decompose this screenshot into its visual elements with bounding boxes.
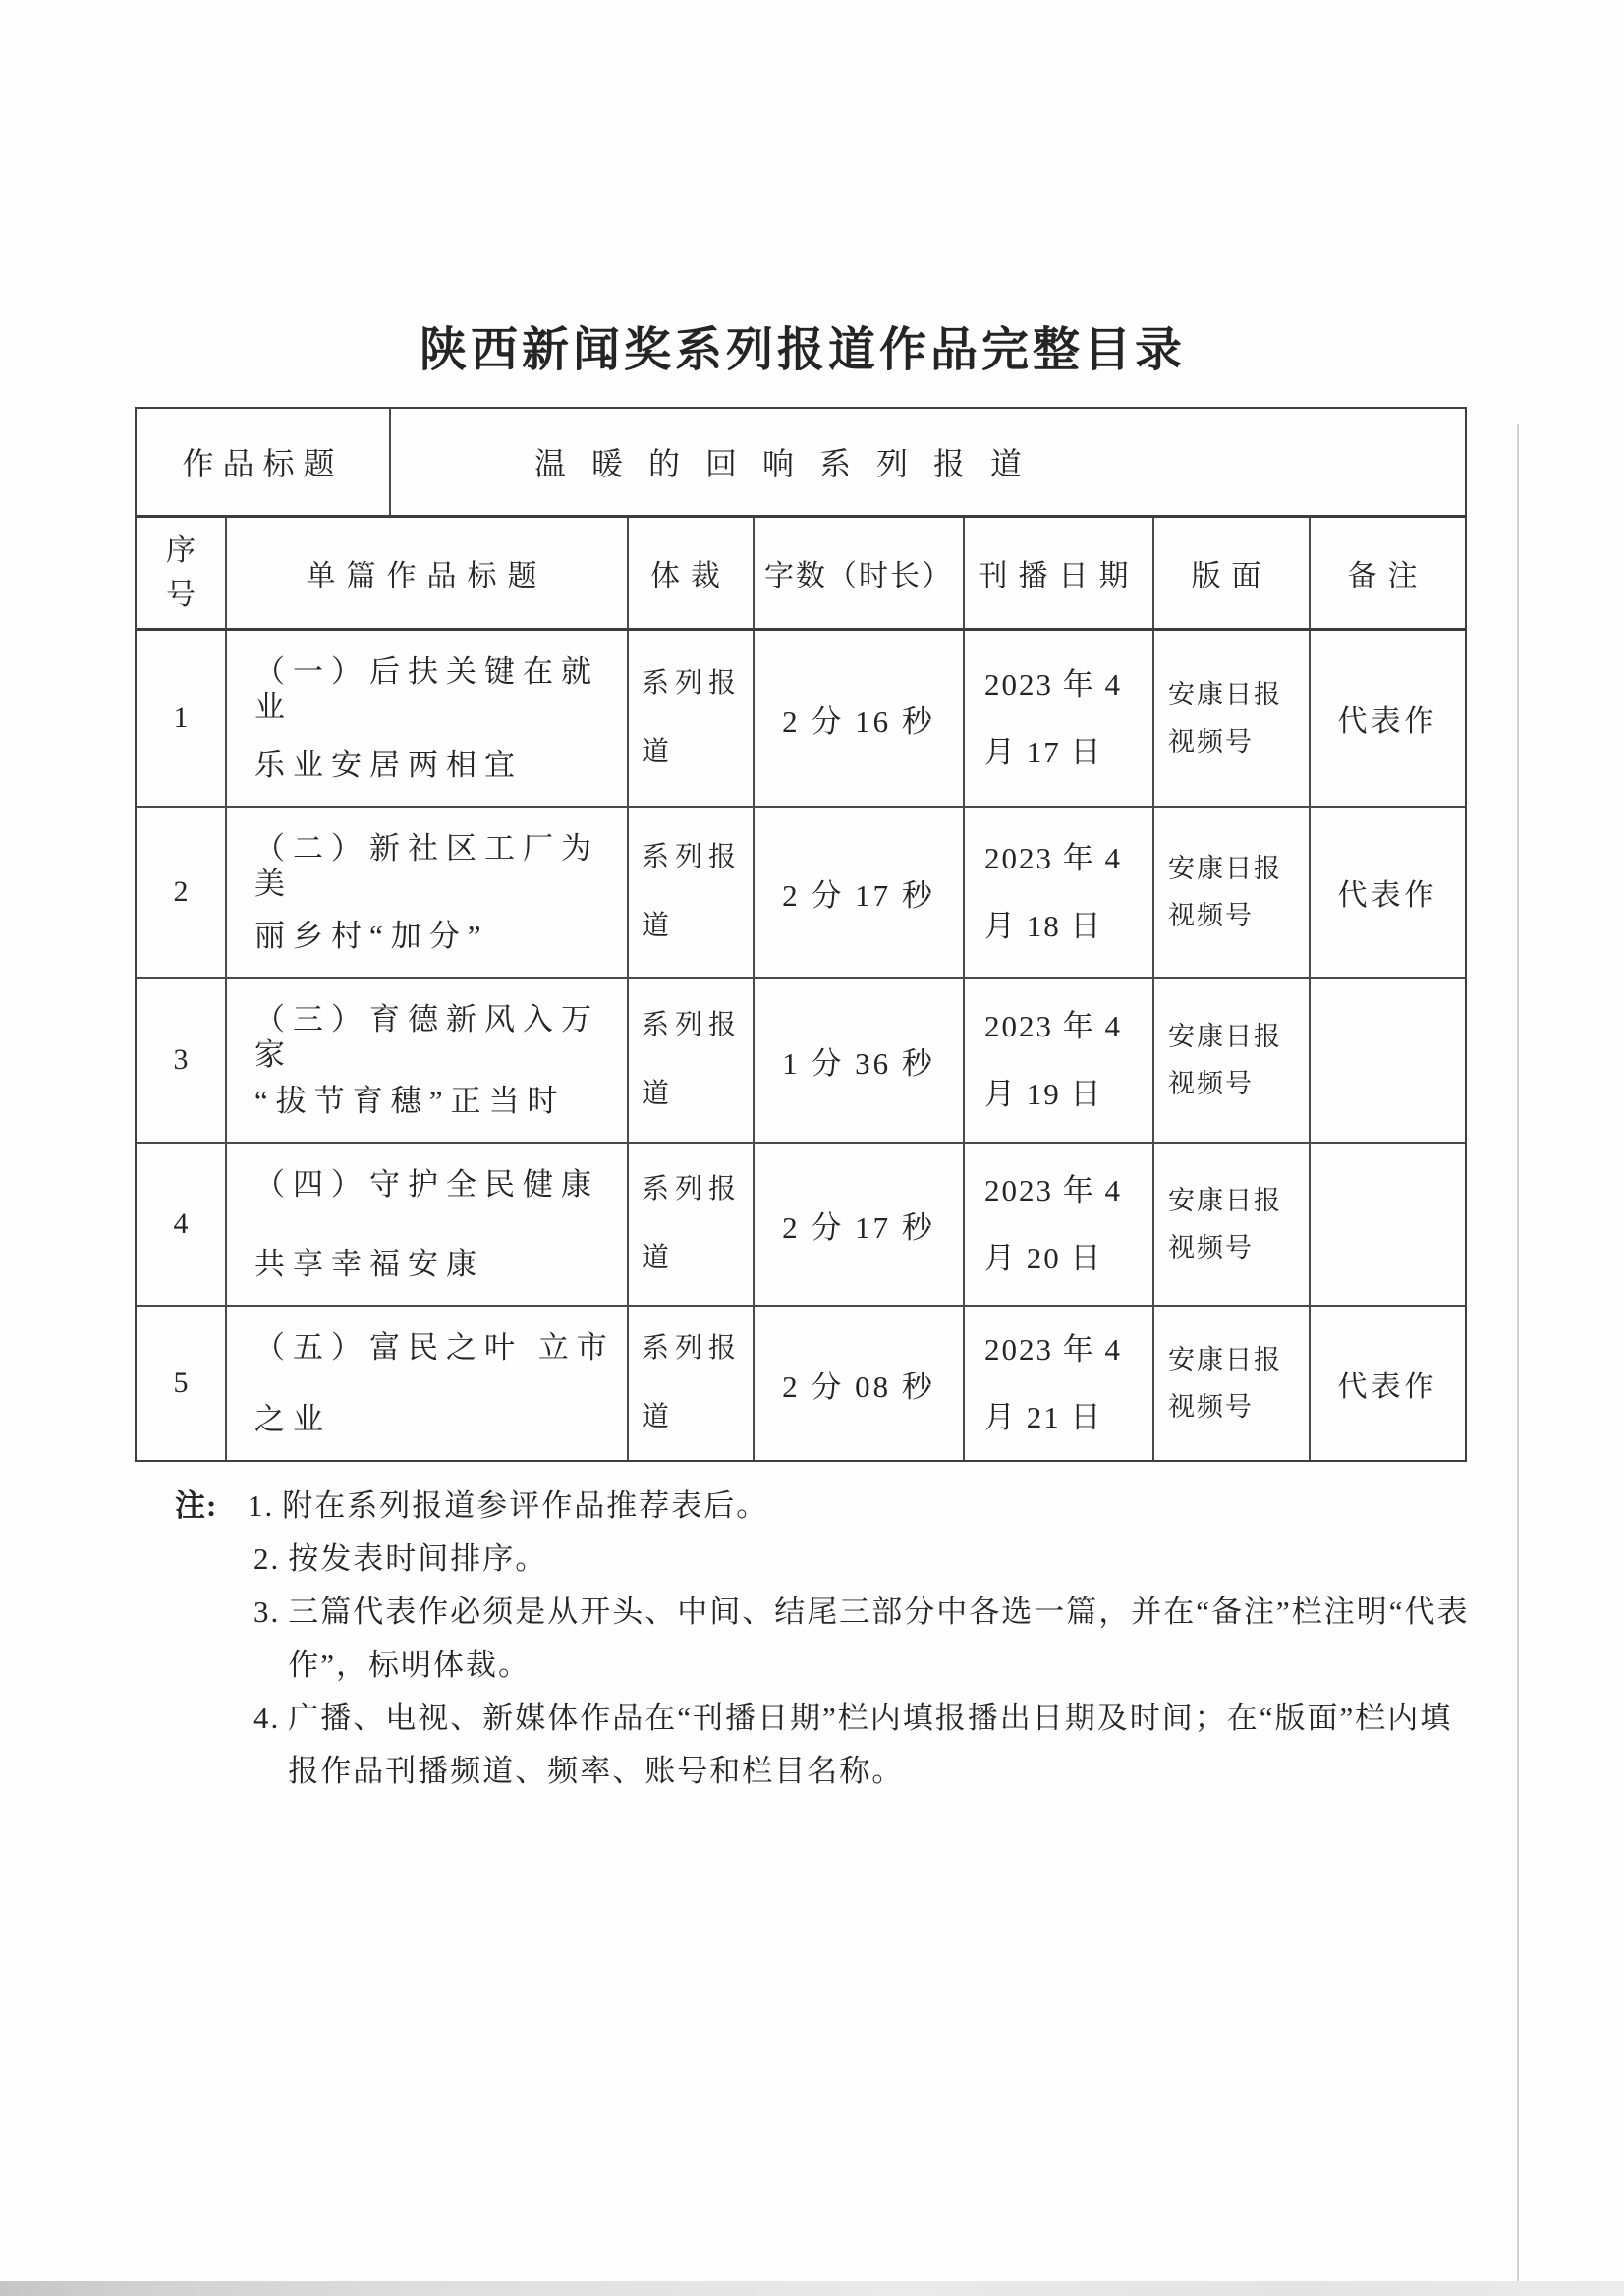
cell-genre: 系列报道 (629, 631, 755, 806)
title-line-2: “拔节育穗”正当时 (254, 1083, 566, 1118)
layout-line-1: 安康日报 (1168, 679, 1282, 709)
cell-date (965, 1307, 1154, 1460)
date-line-1: 2023 年 4 (984, 1008, 1122, 1043)
date-line-1: 2023 年 4 (984, 840, 1122, 875)
cell-length: 2 分 16 秒 (755, 631, 965, 806)
cell-title (227, 808, 629, 977)
layout-line-2: 视频号 (1168, 1392, 1254, 1423)
cell-remark: 代表作 (1337, 879, 1438, 913)
work-title-label: 作品标题 (137, 409, 391, 515)
note-number: 1. (248, 1488, 275, 1524)
header-cell-length: 字数（时长） (755, 518, 965, 628)
cell-remark: 代表作 (1337, 705, 1438, 739)
cell-date (965, 631, 1154, 806)
note-text: 按发表时间排序。 (288, 1541, 548, 1577)
scan-artifact-vertical-line (1517, 424, 1519, 2284)
cell-layout (1154, 979, 1311, 1142)
title-line-1: （一）后扶关键在就业 (254, 654, 599, 725)
catalog-table (135, 407, 1467, 1462)
cell-layout (1154, 808, 1311, 977)
header-cell-title: 单篇作品标题 (227, 518, 629, 628)
title-line-2: 共享幸福安康 (254, 1246, 484, 1281)
table-row (137, 631, 1465, 808)
layout-line-2: 视频号 (1168, 727, 1254, 757)
date-line-2: 月 19 日 (984, 1077, 1103, 1112)
cell-no: 2 (137, 808, 227, 977)
title-line-1: （五）富民之叶 立市 (254, 1330, 615, 1366)
date-line-2: 月 18 日 (984, 909, 1103, 944)
layout-line-2: 视频号 (1168, 901, 1254, 931)
notes-section (175, 1480, 1482, 1798)
cell-title (227, 1144, 629, 1305)
cell-layout (1154, 631, 1311, 806)
note-text: 广播、电视、新媒体作品在“刊播日期”栏内填报播出日期及时间；在“版面”栏内填报作品刊播频道、频率、账号和栏目名称。 (288, 1701, 1453, 1789)
date-line-2: 月 17 日 (984, 735, 1103, 770)
title-line-1: （四）守护全民健康 (254, 1167, 599, 1203)
date-line-1: 2023 年 4 (984, 1331, 1122, 1367)
note-item (175, 1586, 1482, 1692)
date-line-1: 2023 年 4 (984, 1172, 1122, 1207)
table-row (137, 1307, 1465, 1460)
cell-remark: 代表作 (1337, 1371, 1438, 1404)
cell-length: 1 分 36 秒 (755, 979, 965, 1142)
cell-title (227, 979, 629, 1142)
layout-line-2: 视频号 (1168, 1233, 1254, 1263)
cell-date (965, 979, 1154, 1142)
cell-genre: 系列报道 (629, 979, 755, 1142)
note-text: 三篇代表作必须是从开头、中间、结尾三部分中各选一篇，并在“备注”栏注明“代表作”，标明体裁。 (288, 1595, 1470, 1683)
note-number: 2. (253, 1541, 281, 1577)
header-cell-layout: 版面 (1154, 518, 1311, 628)
header-cell-genre: 体裁 (629, 518, 755, 628)
cell-remark (1311, 979, 1465, 1142)
date-line-2: 月 21 日 (984, 1400, 1103, 1435)
cell-genre: 系列报道 (629, 1144, 755, 1305)
cell-title (227, 1307, 629, 1460)
note-number: 4. (253, 1701, 281, 1736)
cell-no: 4 (137, 1144, 227, 1305)
title-line-1: （三）育德新风入万家 (254, 1002, 599, 1073)
cell-date (965, 1144, 1154, 1305)
note-item (175, 1480, 1482, 1533)
cell-title (227, 631, 629, 806)
layout-line-1: 安康日报 (1168, 853, 1282, 883)
cell-date (965, 808, 1154, 977)
layout-line-1: 安康日报 (1168, 1185, 1282, 1215)
table-row (137, 808, 1465, 979)
cell-no: 1 (137, 631, 227, 806)
scan-artifact-bottom-edge (0, 2281, 1624, 2296)
header-cell-no: 序号 (137, 518, 227, 628)
page-title: 陕西新闻奖系列报道作品完整目录 (419, 324, 1186, 376)
note-text: 附在系列报道参评作品推荐表后。 (282, 1488, 769, 1524)
notes-label: 注: (175, 1488, 218, 1524)
cell-no: 5 (137, 1307, 227, 1460)
cell-genre: 系列报道 (629, 808, 755, 977)
cell-length: 2 分 08 秒 (755, 1307, 965, 1460)
cell-remark (1311, 1144, 1465, 1305)
table-row (137, 979, 1465, 1144)
cell-layout (1154, 1144, 1311, 1305)
note-item (175, 1692, 1482, 1798)
work-title-value: 温暖的回响系列报道 (534, 446, 1048, 482)
title-line-2: 丽乡村“加分” (254, 918, 489, 953)
layout-line-1: 安康日报 (1168, 1021, 1282, 1051)
cell-genre: 系列报道 (629, 1307, 755, 1460)
title-line-2: 之业 (254, 1401, 331, 1436)
layout-line-1: 安康日报 (1168, 1344, 1282, 1374)
title-line-2: 乐业安居两相宜 (254, 747, 523, 782)
cell-length: 2 分 17 秒 (755, 1144, 965, 1305)
layout-line-2: 视频号 (1168, 1069, 1254, 1099)
note-number: 3. (253, 1595, 281, 1630)
date-line-2: 月 20 日 (984, 1241, 1103, 1276)
table-row (137, 1144, 1465, 1307)
cell-no: 3 (137, 979, 227, 1142)
cell-layout (1154, 1307, 1311, 1460)
work-title-row (137, 409, 1465, 518)
cell-length: 2 分 17 秒 (755, 808, 965, 977)
title-line-1: （二）新社区工厂为美 (254, 831, 599, 902)
note-item (175, 1533, 1482, 1586)
header-cell-date: 刊播日期 (965, 518, 1154, 628)
table-header-row (137, 518, 1465, 631)
header-cell-remark: 备注 (1347, 560, 1428, 593)
date-line-1: 2023 年 4 (984, 666, 1122, 701)
